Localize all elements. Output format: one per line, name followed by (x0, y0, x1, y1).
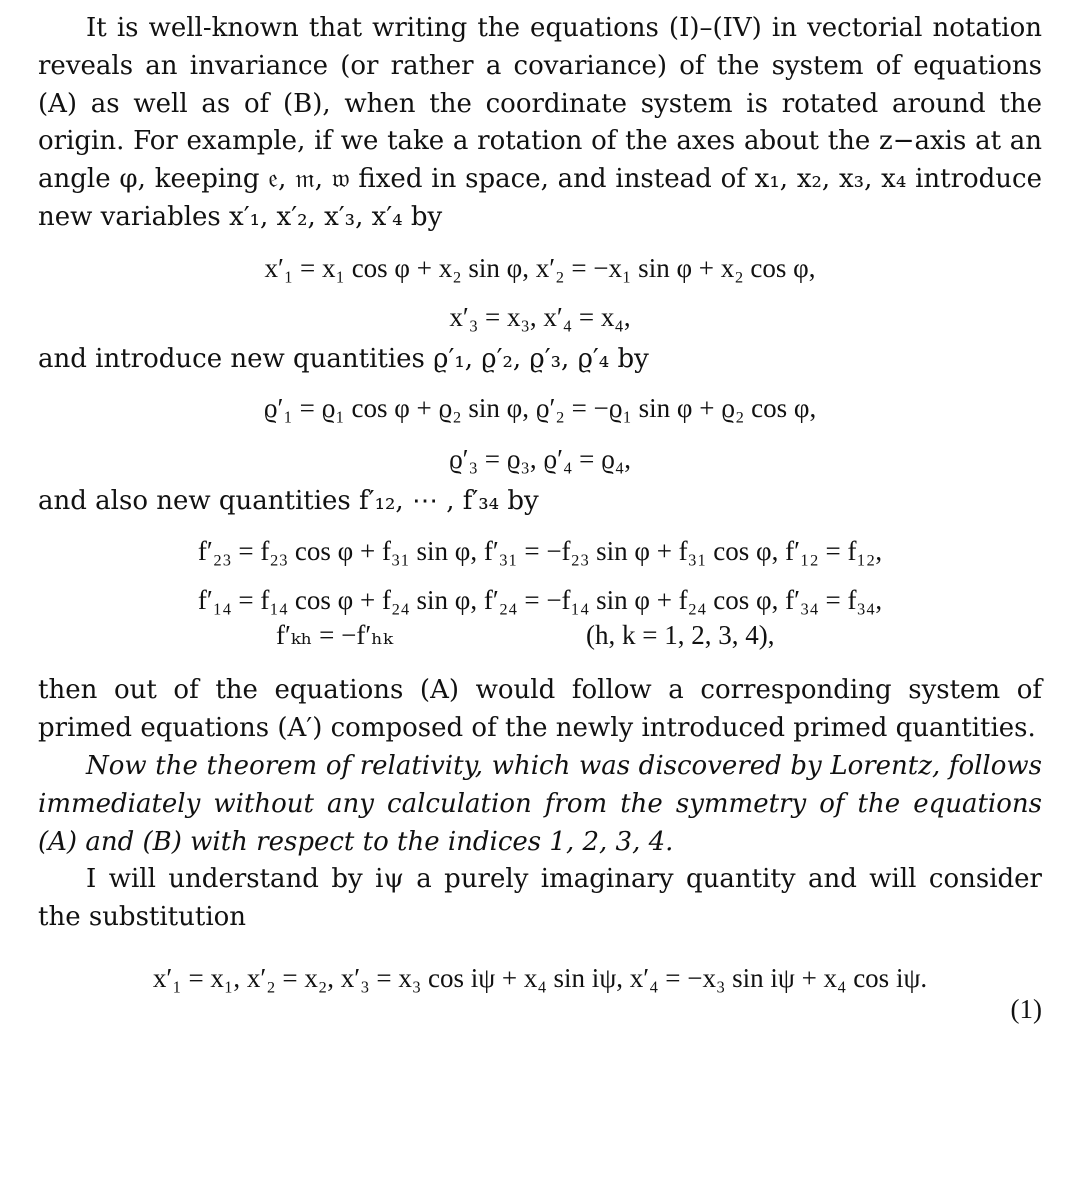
paragraph-f-intro: and also new quantities f′₁₂, ⋯ , f′₃₄ by (38, 485, 539, 516)
paragraph-rotation-intro: It is well-known that writing the equations (I)–(IV) in vectorial notation reveals an invariance (or rather a covariance) of the system of equations (A) as well as of (B), when the coordinate system is rotated around the origin. For example, if we take a rotation of the axes about the z−axis at an angle φ, keeping 𝔢, 𝔪, 𝔴 fixed in space, and instead of x₁, x₂, x₃, x₄ introduce new variables x′₁, x′₂, x′₃, x′₄ by (38, 13, 1042, 232)
equation-f-rotation-2: f′₁₄ = f₁₄ cos φ + f₂₄ sin φ, f′₂₄ = −f₁₄ sin φ + f₂₄ cos φ, f′₃₄ = f₃₄, (197, 585, 883, 616)
equation-f-antisymmetry: f′ₖₕ = −f′ₕₖ (276, 620, 393, 651)
equation-rho-rotation-2: ϱ′₃ = ϱ₃, ϱ′₄ = ϱ₄, (448, 443, 632, 474)
equation-number: (1) (1010, 993, 1042, 1024)
equation-substitution: x′₁ = x₁, x′₂ = x₂, x′₃ = x₃ cos iψ + x₄ sin iψ, x′₄ = −x₃ sin iψ + x₄ cos iψ. (152, 962, 928, 993)
equation-x-rotation-2: x′₃ = x₃, x′₄ = x₄, (449, 301, 631, 332)
equation-rho-rotation-1: ϱ′₁ = ϱ₁ cos φ + ϱ₂ sin φ, ϱ′₂ = −ϱ₁ sin φ + ϱ₂ cos φ, (263, 392, 817, 423)
paragraph-rho-intro: and introduce new quantities ϱ′₁, ϱ′₂, ϱ′₃, ϱ′₄ by (38, 343, 649, 374)
equation-f-rotation-1: f′₂₃ = f₂₃ cos φ + f₃₁ sin φ, f′₃₁ = −f₂₃ sin φ + f₃₁ cos φ, f′₁₂ = f₁₂, (197, 536, 883, 567)
equation-x-rotation-1: x′₁ = x₁ cos φ + x₂ sin φ, x′₂ = −x₁ sin φ + x₂ cos φ, (264, 252, 816, 283)
paragraph-relativity-theorem: Now the theorem of relativity, which was discovered by Lorentz, follows immediately without any calculation from the symmetry of the equations (A) and (B) with respect to the indices 1, 2, 3, 4. (38, 750, 1042, 857)
paragraph-substitution-intro: I will understand by iψ a purely imaginary quantity and will consider the substitution (38, 864, 1042, 933)
paragraph-primed-equations: then out of the equations (A) would follow a corresponding system of primed equations (A′) composed of the newly introduced primed quantities. (38, 675, 1042, 744)
equation-f-antisymmetry-row (38, 620, 1042, 660)
equation-f-antisymmetry-range: (h, k = 1, 2, 3, 4), (586, 620, 775, 651)
